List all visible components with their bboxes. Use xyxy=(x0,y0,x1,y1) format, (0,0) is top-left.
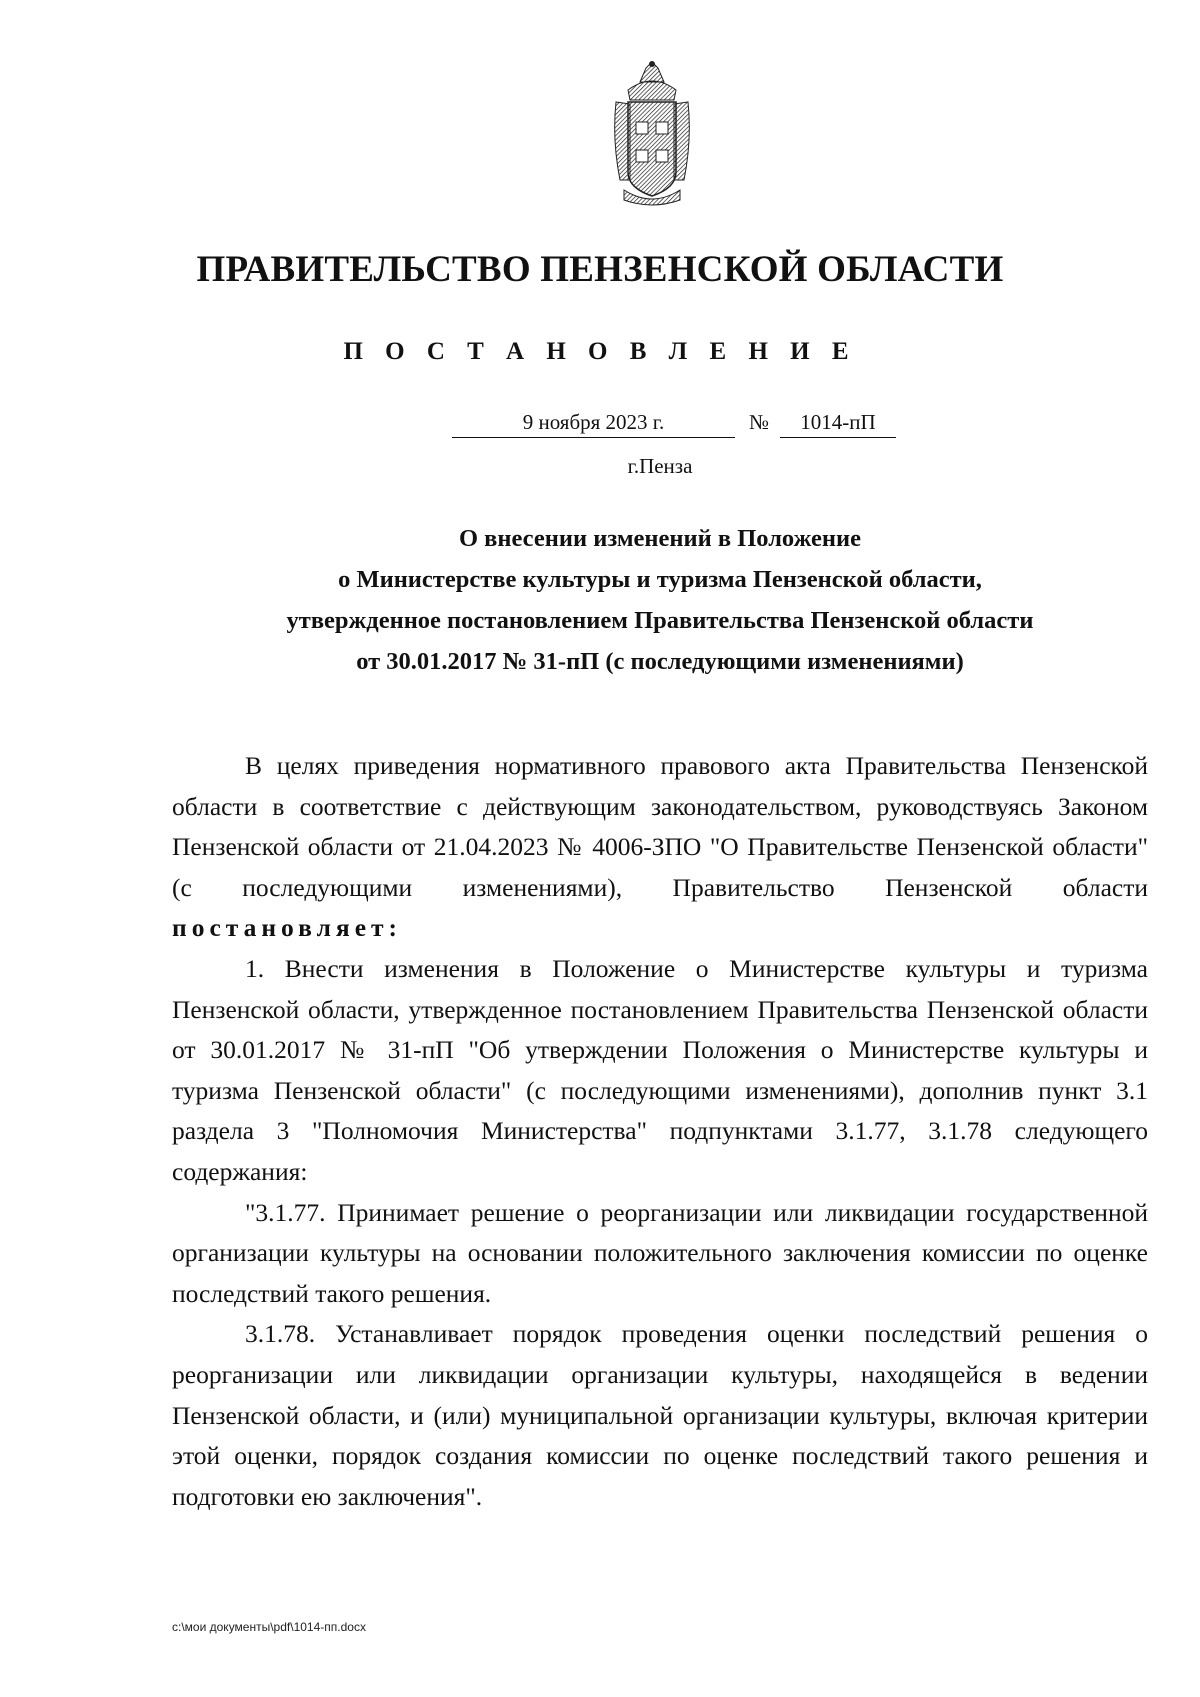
document-number: 1014-пП xyxy=(780,410,896,438)
body-paragraph-1: 1. Внести изменения в Положение о Министерстве культуры и туризма Пензенской области, утвержденное постановлением Правительства Пензенской области от 30.01.2017 № 31-пП "Об утверждении Положения о Министерстве культуры и туризма Пензенской области" (с последующими изменениями), дополнив пункт 3.1 раздела 3 "Полномочия Министерства" подпунктами 3.1.77, 3.1.78 следующего содержания: xyxy=(172,953,1148,1186)
document-subject xyxy=(170,518,1150,682)
document-body xyxy=(172,746,1148,1517)
government-title: ПРАВИТЕЛЬСТВО ПЕНЗЕНСКОЙ ОБЛАСТИ xyxy=(196,249,1004,290)
file-path-footer: c:\мои документы\pdf\1014-пп.docx xyxy=(172,1620,366,1634)
body-paragraph-3-1-77: "3.1.77. Принимает решение о реорганизации или ликвидации государственной организации культуры на основании положительного заключения комиссии по оценке последствий такого решения. xyxy=(172,1197,1148,1308)
subject-line: о Министерстве культуры и туризма Пензенской области, xyxy=(338,566,982,593)
preamble-text: В целях приведения нормативного правового акта Правительства Пензенской области в соответствие с действующим законодательством, руководствуясь Законом Пензенской области от 21.04.2023 № 4006-ЗПО "О Правительстве Пензенской области" (с последующими изменениями), Правительство Пензенской области xyxy=(172,751,1148,902)
number-sign: № xyxy=(749,410,770,434)
document-place: г.Пенза xyxy=(627,454,693,478)
body-paragraph-3-1-78: 3.1.78. Устанавливает порядок проведения оценки последствий решения о реорганизации или ликвидации организации культуры, находящейся в ведении Пензенской области, и (или) муниципальной организации культуры, включая критерии этой оценки, порядок создания комиссии по оценке последствий такого решения и подготовки ею заключения". xyxy=(172,1319,1148,1511)
subject-line: О внесении изменений в Положение xyxy=(458,525,861,552)
coat-of-arms-icon xyxy=(606,60,698,210)
document-type: П О С Т А Н О В Л Е Н И Е xyxy=(343,338,857,365)
subject-line: от 30.01.2017 № 31-пП (с последующими изменениями) xyxy=(356,648,964,675)
document-date: 9 ноября 2023 г. xyxy=(452,410,735,438)
subject-line: утвержденное постановлением Правительства Пензенской области xyxy=(286,607,1034,634)
resolution-keyword: постановляет: xyxy=(172,913,403,943)
body-paragraph-preamble xyxy=(172,746,1148,949)
